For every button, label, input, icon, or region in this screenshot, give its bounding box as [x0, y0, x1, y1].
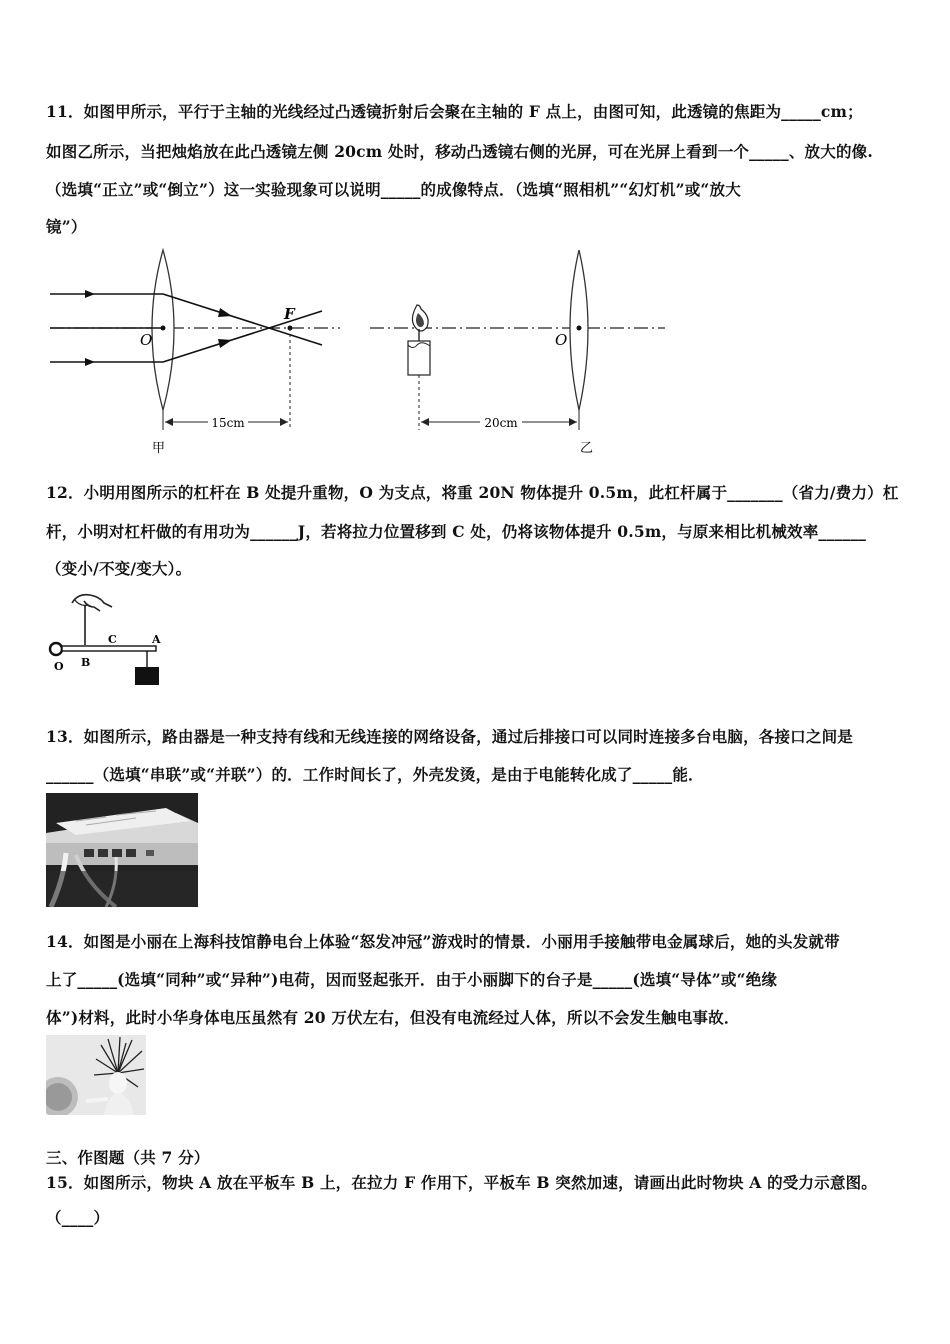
q15-line-1: 15．如图所示，物块 A 放在平板车 B 上，在拉力 F 作用下，平板车 B 突然加速，请画出此时物块 A 的受力示意图。: [46, 1173, 877, 1192]
q11-line-4: 镜”）: [46, 217, 87, 236]
q14-line-1: 14．如图是小丽在上海科技馆静电台上体验“怒发冲冠”游戏时的情景．小丽用手接触带电金属球后，她的头发就带: [46, 932, 840, 951]
q11-line-3: （选填“正立”或“倒立”）这一实验现象可以说明_____的成像特点．（选填“照相机”“幻灯机”或“放大: [46, 180, 741, 199]
candle-icon: [408, 305, 430, 375]
point-a-label: A: [152, 633, 161, 646]
point-b-label: B: [81, 656, 91, 669]
lens-center-label: O: [555, 331, 568, 349]
q11-line-2: 如图乙所示，当把烛焰放在此凸透镜左侧 20cm 处时，移动凸透镜右侧的光屏，可在光屏上看到一个_____、放大的像.: [46, 142, 873, 161]
q12-line-2: 杆，小明对杠杆做的有用功为______J，若将拉力位置移到 C 处，仍将该物体提升 0.5m，与原来相比机械效率______: [46, 522, 867, 541]
hand-icon: [72, 595, 112, 611]
lens-diagram-jia: [40, 245, 350, 460]
focal-distance-label: 15cm: [211, 416, 245, 430]
figure-caption-yi: 乙: [580, 441, 594, 456]
pivot-label: O: [54, 660, 64, 673]
q12-line-1: 12．小明用图所示的杠杆在 B 处提升重物，O 为支点，将重 20N 物体提升 0.5m，此杠杆属于_______（省力/费力）杠: [46, 483, 899, 502]
q14-line-2: 上了_____(选填“同种”或“异种”)电荷，因而竖起张开．由于小丽脚下的台子是_____(选填“导体”或“绝缘: [46, 970, 778, 989]
object-distance-label: 20cm: [484, 416, 518, 430]
focus-label: F: [284, 305, 295, 323]
q11-line-1: 11．如图甲所示，平行于主轴的光线经过凸透镜折射后会聚在主轴的 F 点上，由图可知，此透镜的焦距为_____cm；: [46, 102, 863, 121]
q13-line-1: 13．如图所示，路由器是一种支持有线和无线连接的网络设备，通过后排接口可以同时连接多台电脑，各接口之间是: [46, 727, 853, 746]
figure-caption-jia: 甲: [152, 441, 166, 456]
section-3-heading: 三、作图题（共 7 分）: [46, 1148, 210, 1167]
q15-answer-blank: （____）: [46, 1208, 110, 1227]
static-hair-photo: [46, 1035, 146, 1115]
q13-line-2: ______（选填“串联”或“并联”）的．工作时间长了，外壳发烫，是由于电能转化成了_____能．: [46, 765, 704, 784]
q12-line-3: （变小/不变/变大）。: [46, 559, 192, 578]
q14-line-3: 体”)材料，此时小华身体电压虽然有 20 万伏左右，但没有电流经过人体，所以不会发生触电事故．: [46, 1008, 740, 1027]
lens-center-label: O: [140, 331, 153, 349]
lens-diagram-yi: [365, 245, 675, 460]
lever-diagram: [44, 585, 174, 690]
router-photo: [46, 793, 198, 907]
point-c-label: C: [108, 633, 117, 646]
